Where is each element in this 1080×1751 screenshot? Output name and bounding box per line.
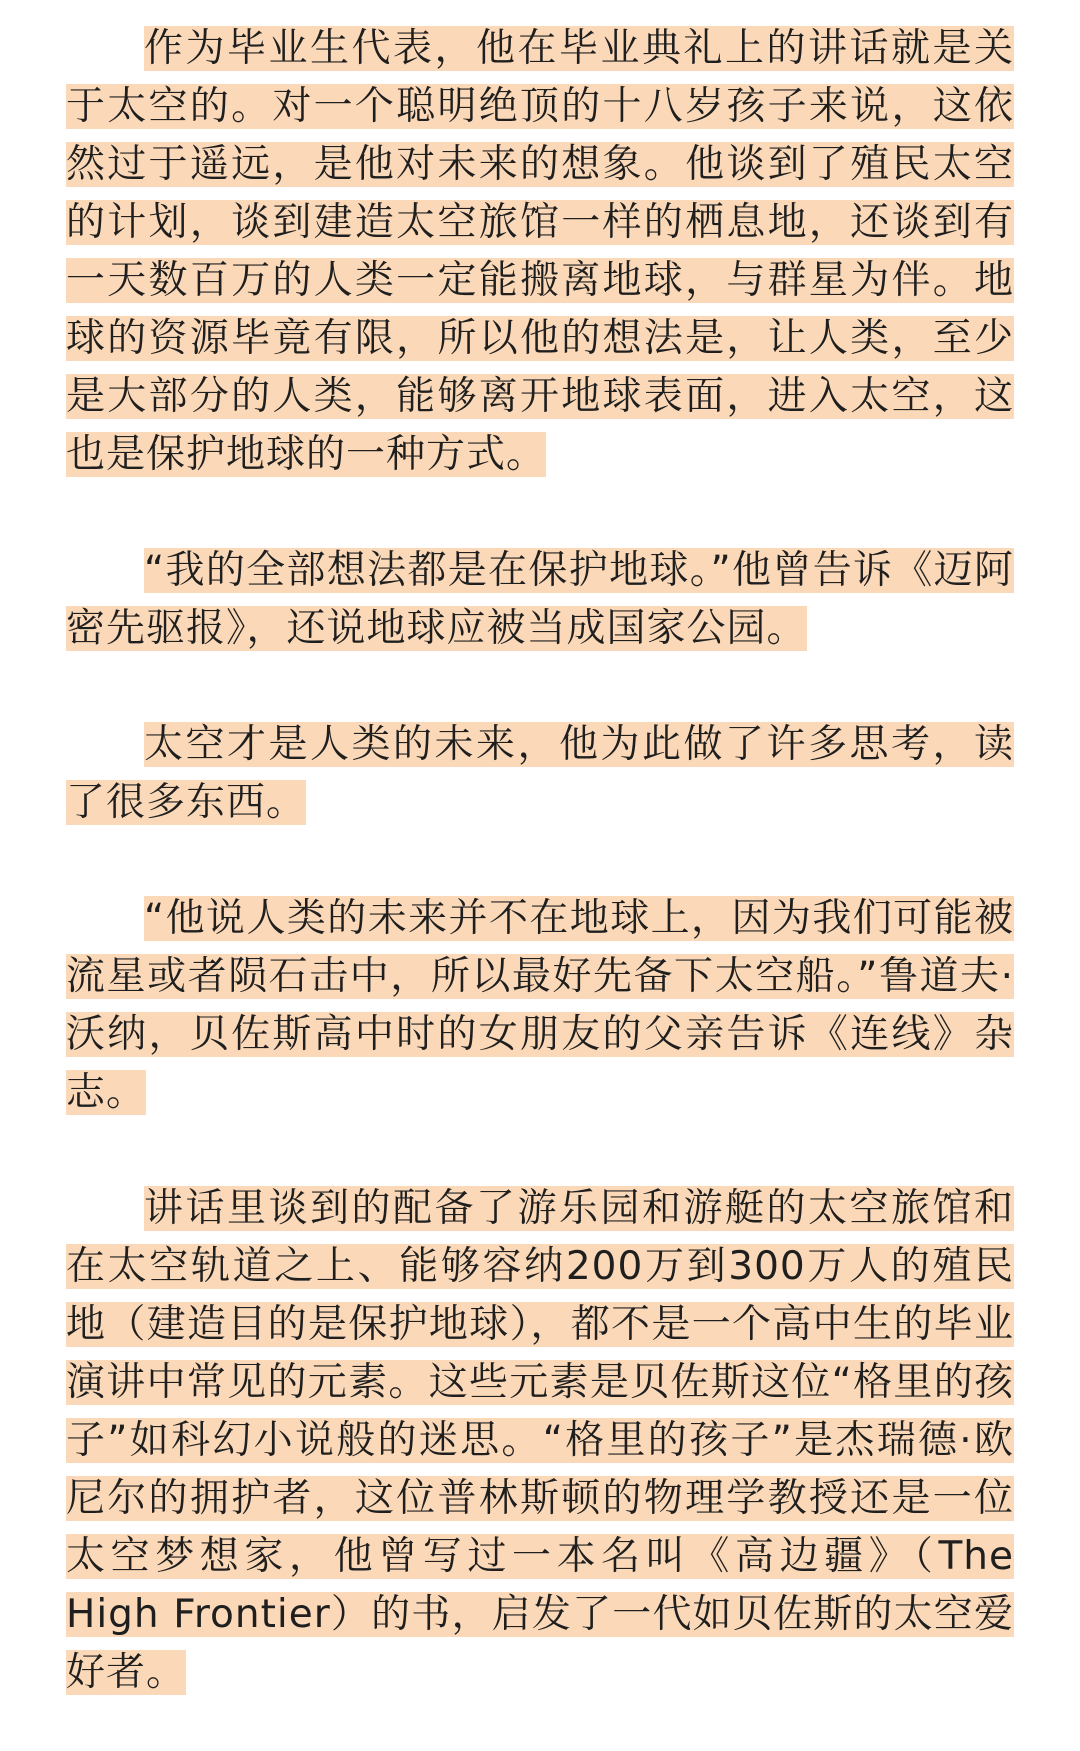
- highlighted-text: 太空才是人类的未来，他为此做了许多思考，读了很多东西。: [66, 722, 1014, 825]
- highlighted-text: “我的全部想法都是在保护地球。”他曾告诉《迈阿密先驱报》，还说地球应被当成国家公园。: [66, 548, 1014, 651]
- paragraph-5[interactable]: [66, 1180, 1014, 1702]
- paragraph-1[interactable]: [66, 20, 1014, 484]
- paragraph-2[interactable]: [66, 542, 1014, 658]
- paragraph-3[interactable]: [66, 716, 1014, 832]
- paragraph-4[interactable]: [66, 890, 1014, 1122]
- article-body: [66, 20, 1014, 1702]
- highlighted-text: 作为毕业生代表，他在毕业典礼上的讲话就是关于太空的。对一个聪明绝顶的十八岁孩子来说，这依然过于遥远，是他对未来的想象。他谈到了殖民太空的计划，谈到建造太空旅馆一样的栖息地，还谈到有一天数百万的人类一定能搬离地球，与群星为伴。地球的资源毕竟有限，所以他的想法是，让人类，至少是大部分的人类，能够离开地球表面，进入太空，这也是保护地球的一种方式。: [66, 26, 1014, 477]
- highlighted-text: 讲话里谈到的配备了游乐园和游艇的太空旅馆和在太空轨道之上、能够容纳200万到300万人的殖民地（建造目的是保护地球），都不是一个高中生的毕业演讲中常见的元素。这些元素是贝佐斯这位“格里的孩子”如科幻小说般的迷思。“格里的孩子”是杰瑞德·欧尼尔的拥护者，这位普林斯顿的物理学教授还是一位太空梦想家，他曾写过一本名叫《高边疆》（The High Frontier）的书，启发了一代如贝佐斯的太空爱好者。: [66, 1186, 1014, 1695]
- highlighted-text: “他说人类的未来并不在地球上，因为我们可能被流星或者陨石击中，所以最好先备下太空船。”鲁道夫·沃纳，贝佐斯高中时的女朋友的父亲告诉《连线》杂志。: [66, 896, 1014, 1115]
